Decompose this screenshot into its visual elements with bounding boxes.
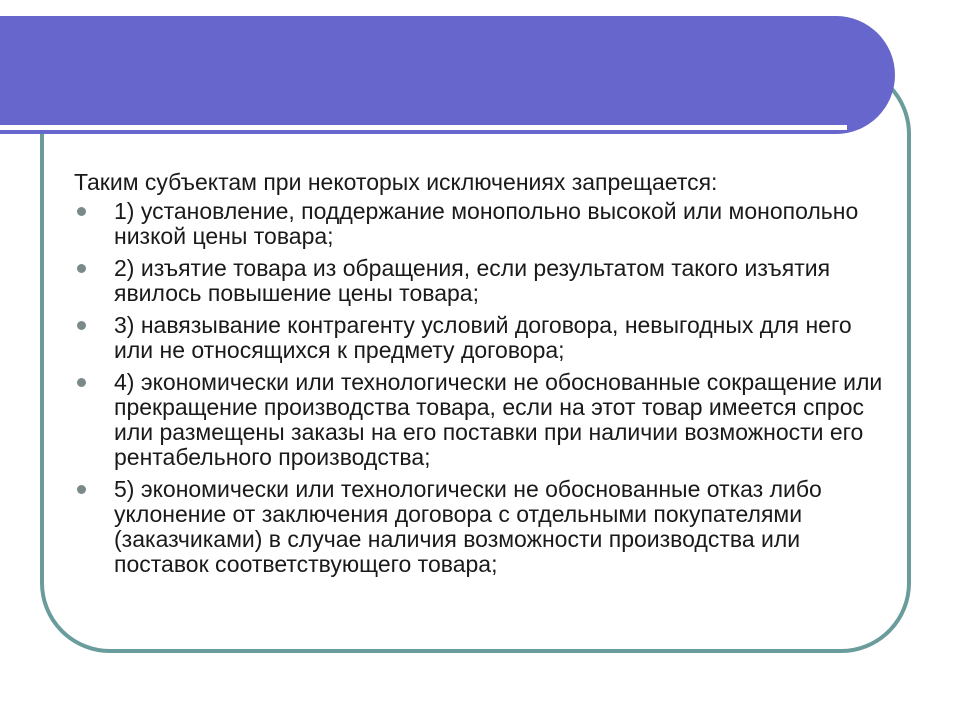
bullet-item-4 (74, 370, 884, 470)
bullet-text: 1) установление, поддержание монопольно высокой или монопольно низкой цены товара; (114, 198, 859, 249)
bullet-text: 3) навязывание контрагенту условий договора, невыгодных для него или не относящихся к предмету договора; (114, 312, 852, 363)
bullet-dot-icon (77, 485, 86, 494)
bullet-dot-icon (77, 321, 86, 330)
bullet-text: 5) экономически или технологически не обоснованные отказ либо уклонение от заключения договора с отдельными покупателями (заказчиками) в случае наличия возможности производства или поставок соответствующего товара; (114, 476, 822, 577)
title-banner (0, 16, 895, 134)
bullet-dot-icon (77, 207, 86, 216)
bullet-item-5 (74, 477, 884, 577)
bullet-dot-icon (77, 378, 86, 387)
banner-divider-line (0, 125, 847, 130)
bullet-text: 2) изъятие товара из обращения, если результатом такого изъятия явилось повышение цены товара; (114, 255, 831, 306)
intro-text: Таким субъектам при некоторых исключениях запрещается: (74, 169, 718, 195)
bullet-text: 4) экономически или технологически не обоснованные сокращение или прекращение производства товара, если на этот товар имеется спрос или размещены заказы на его поставки при наличии возможности его рентабельного производства; (114, 369, 883, 470)
bullet-item-1 (74, 199, 884, 249)
bullet-item-2 (74, 256, 884, 306)
bullet-dot-icon (77, 264, 86, 273)
bullet-list (74, 199, 884, 577)
bullet-item-3 (74, 313, 884, 363)
slide-content (74, 170, 884, 584)
